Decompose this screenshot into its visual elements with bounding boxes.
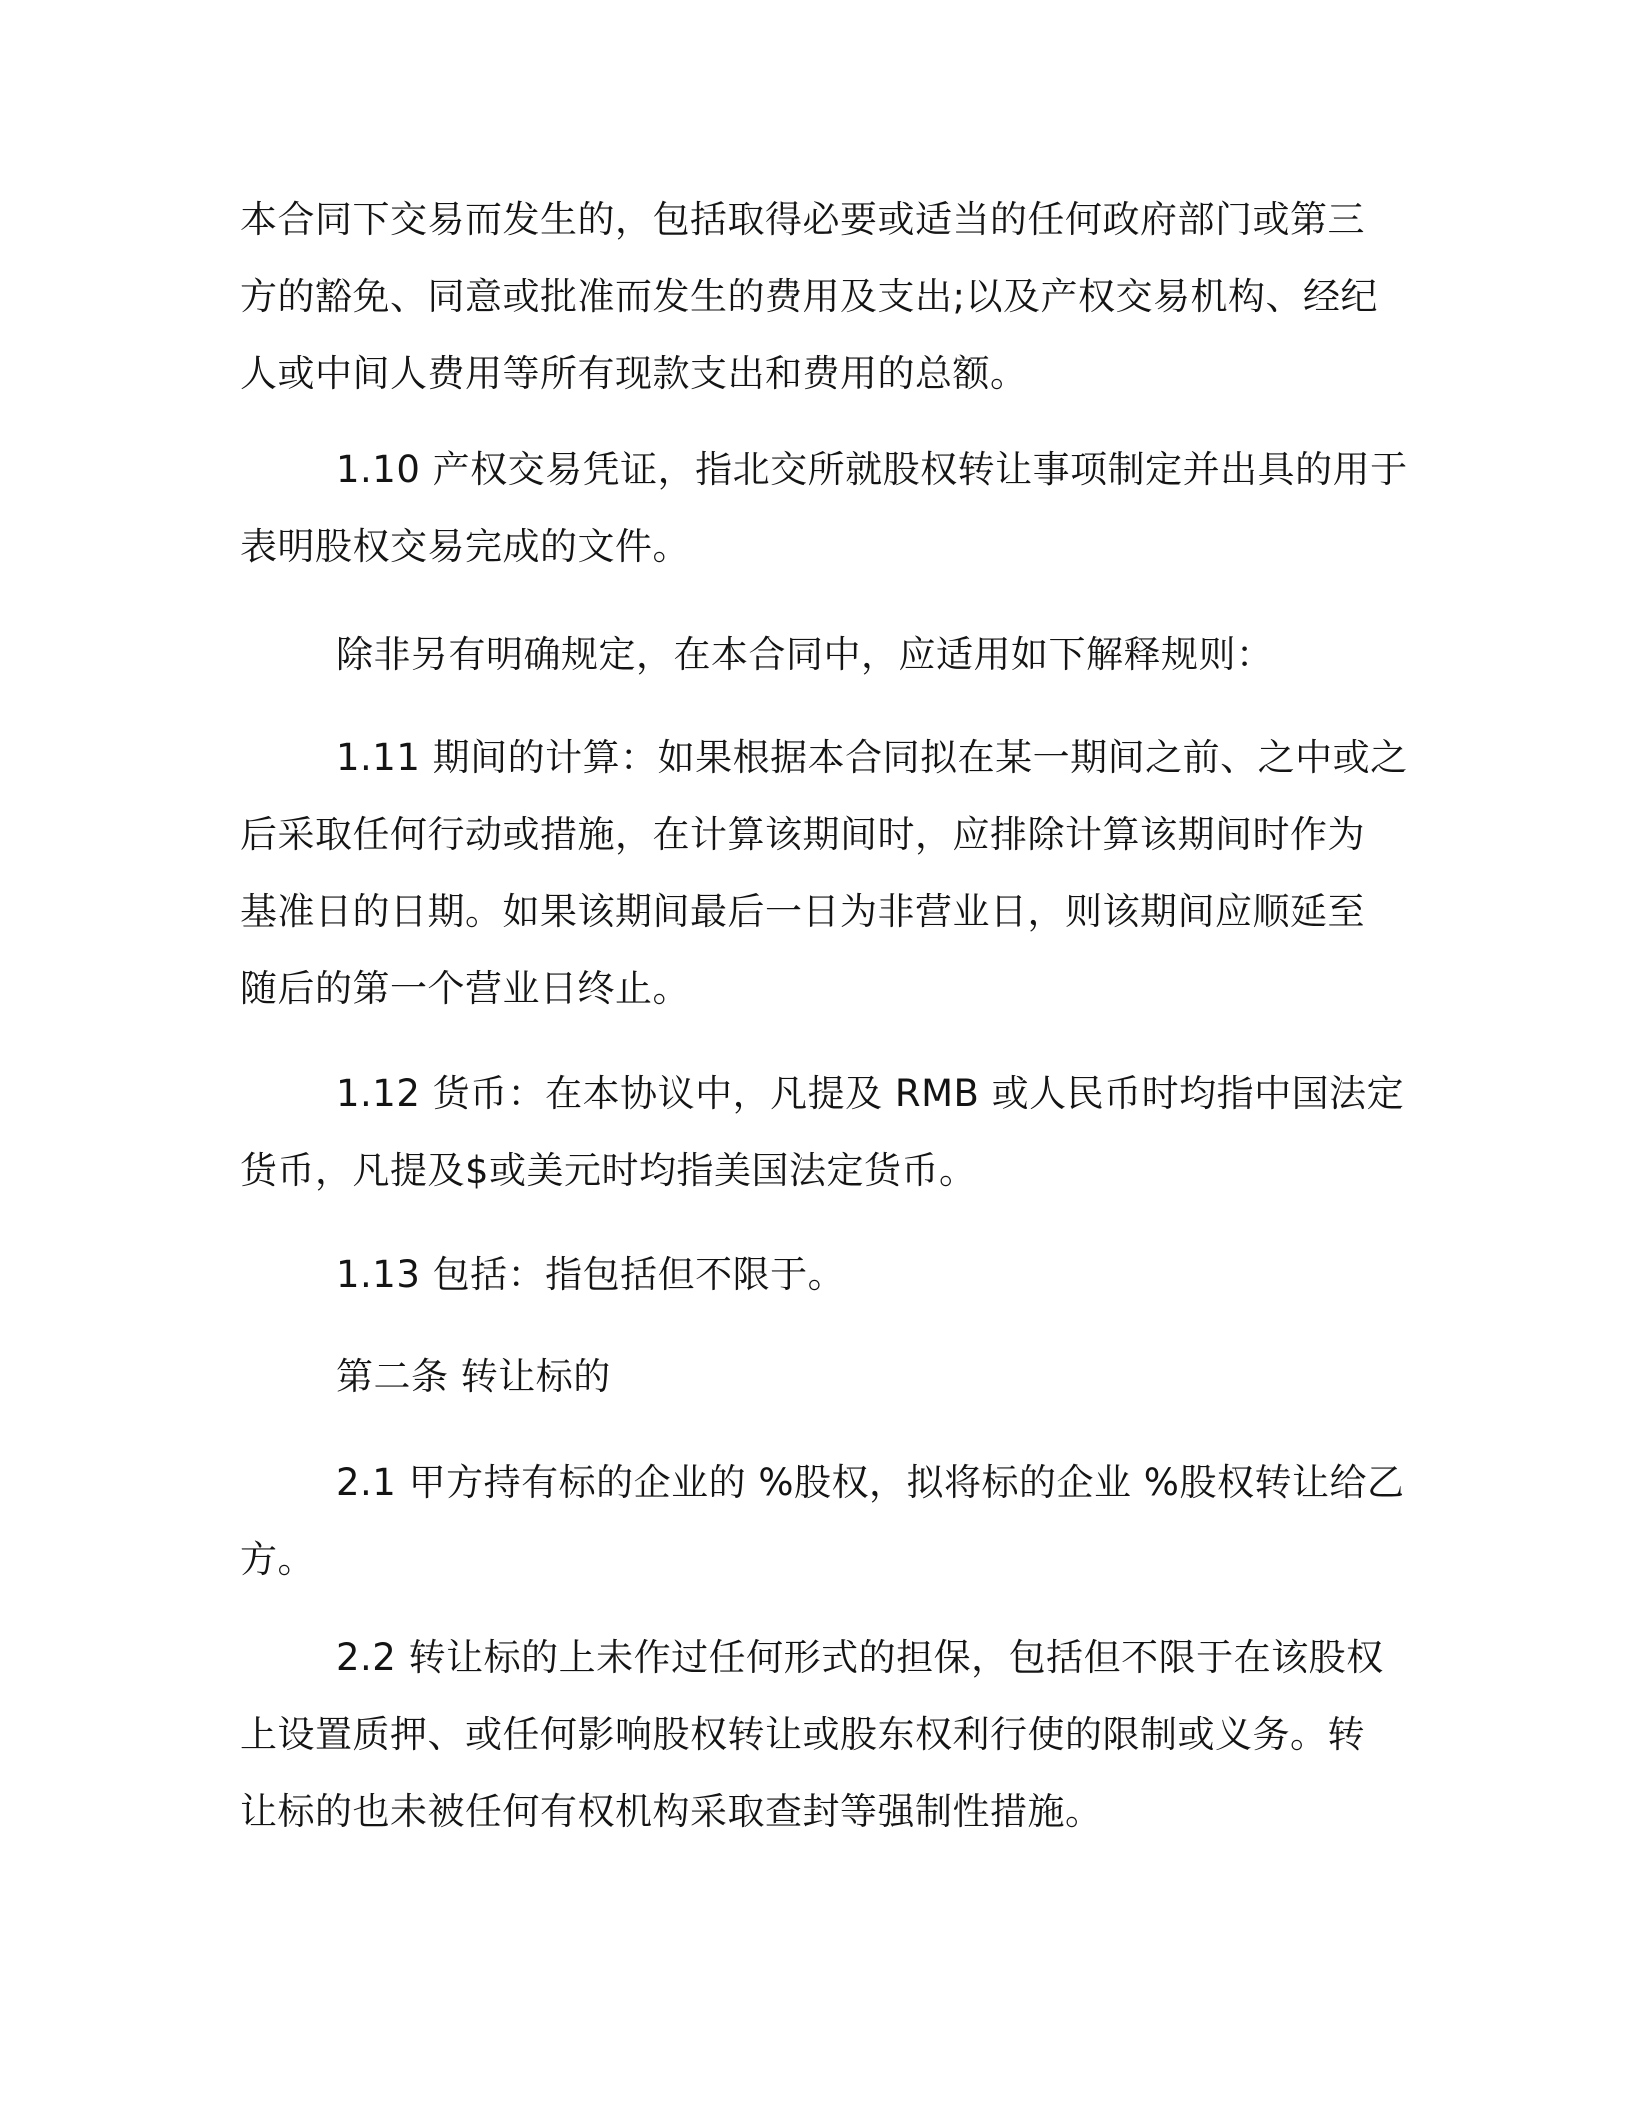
text-line: 人或中间人费用等所有现款支出和费用的总额。 xyxy=(240,352,1028,395)
text-line: 方的豁免、同意或批准而发生的费用及支出;以及产权交易机构、经纪 xyxy=(240,275,1378,318)
paragraph-1-10 xyxy=(240,431,1408,585)
text-line: 基准日的日期。如果该期间最后一日为非营业日，则该期间应顺延至 xyxy=(240,890,1365,933)
paragraph-1-12 xyxy=(240,1055,1405,1209)
paragraph-continuation xyxy=(240,181,1400,412)
text-line: 1.13 包括：指包括但不限于。 xyxy=(336,1253,846,1296)
paragraph-1-13 xyxy=(240,1236,1400,1313)
text-line: 除非另有明确规定，在本合同中，应适用如下解释规则： xyxy=(336,633,1274,676)
article-2-heading xyxy=(240,1338,1400,1415)
text-line: 1.10 产权交易凭证，指北交所就股权转让事项制定并出具的用于 xyxy=(336,448,1408,491)
text-line: 1.11 期间的计算：如果根据本合同拟在某一期间之前、之中或之 xyxy=(336,736,1408,779)
paragraph-1-11 xyxy=(240,719,1408,1027)
text-line: 2.1 甲方持有标的企业的 %股权，拟将标的企业 %股权转让给乙 xyxy=(336,1461,1405,1504)
paragraph-2-2 xyxy=(240,1619,1400,1850)
text-line: 随后的第一个营业日终止。 xyxy=(240,967,690,1010)
text-line: 本合同下交易而发生的，包括取得必要或适当的任何政府部门或第三 xyxy=(240,198,1365,241)
text-line: 上设置质押、或任何影响股权转让或股东权利行使的限制或义务。转 xyxy=(240,1713,1365,1756)
text-line: 表明股权交易完成的文件。 xyxy=(240,525,690,568)
text-line: 2.2 转让标的上未作过任何形式的担保，包括但不限于在该股权 xyxy=(336,1636,1384,1679)
text-line: 后采取任何行动或措施，在计算该期间时，应排除计算该期间时作为 xyxy=(240,813,1365,856)
paragraph-2-1 xyxy=(240,1444,1405,1598)
paragraph-interpretation-rules xyxy=(240,616,1400,693)
text-line: 货币，凡提及$或美元时均指美国法定货币。 xyxy=(240,1149,977,1192)
text-line: 让标的也未被任何有权机构采取查封等强制性措施。 xyxy=(240,1790,1103,1833)
text-line: 方。 xyxy=(240,1538,315,1581)
text-line: 第二条 转让标的 xyxy=(336,1355,611,1398)
text-line: 1.12 货币：在本协议中，凡提及 RMB 或人民币时均指中国法定 xyxy=(336,1072,1405,1115)
